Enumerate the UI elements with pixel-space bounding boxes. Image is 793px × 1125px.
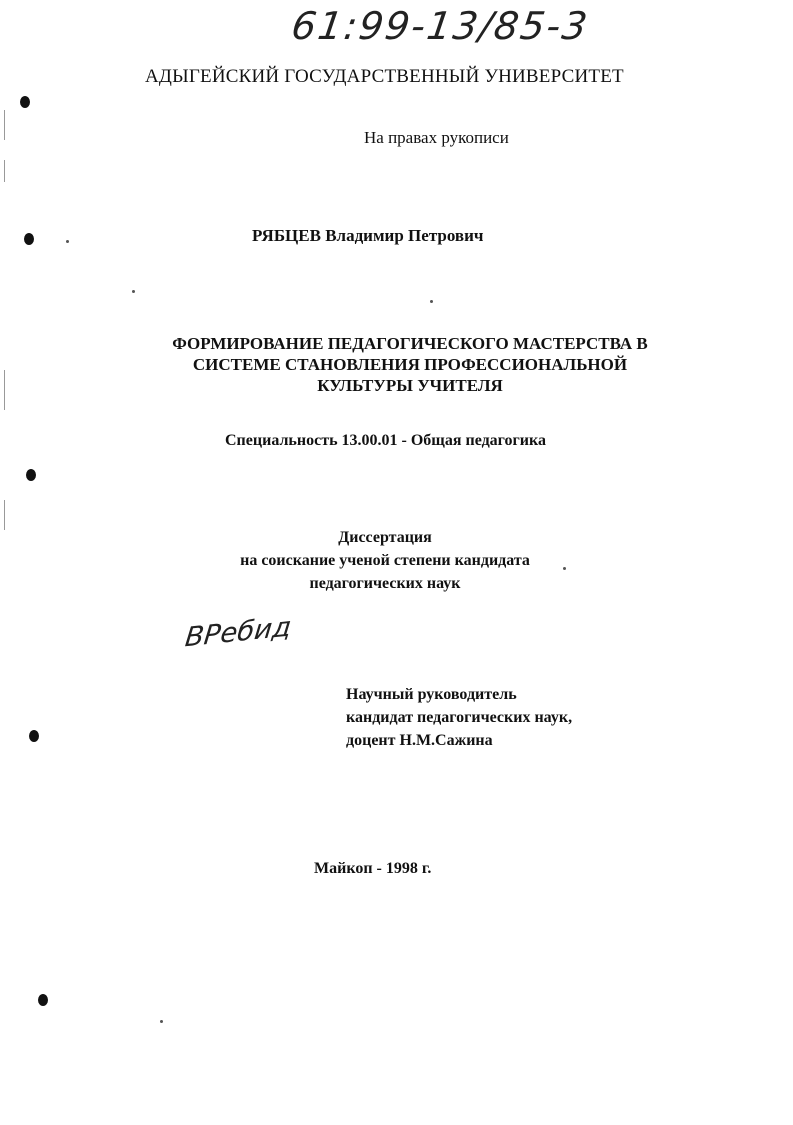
author-name: РЯБЦЕВ Владимир Петрович [252, 226, 484, 245]
degree-line: Диссертация [338, 529, 432, 546]
scan-edge-mark [4, 160, 5, 182]
dissertation-title [120, 333, 700, 396]
archive-shelf-mark: 61:99-13/85-3 [288, 4, 592, 48]
city-year: Майкоп - 1998 г. [314, 860, 432, 877]
degree-statement [170, 526, 600, 595]
binding-hole-1 [20, 96, 30, 108]
degree-line: педагогических наук [309, 575, 461, 592]
supervisor-line: кандидат педагогических наук, [346, 709, 573, 726]
handwritten-signature: ВРебид [183, 611, 293, 654]
supervisor-line: Научный руководитель [346, 686, 517, 703]
scan-speck [132, 290, 135, 293]
binding-hole-3 [26, 469, 36, 481]
degree-line: на соискание ученой степени кандидата [240, 552, 530, 569]
scan-edge-mark [4, 370, 5, 410]
supervisor-line: доцент Н.М.Сажина [346, 732, 493, 749]
scan-edge-mark [4, 110, 5, 140]
title-line: ФОРМИРОВАНИЕ ПЕДАГОГИЧЕСКОГО МАСТЕРСТВА В [172, 334, 648, 353]
scan-speck [430, 300, 433, 303]
title-line: СИСТЕМЕ СТАНОВЛЕНИЯ ПРОФЕССИОНАЛЬНОЙ [192, 355, 628, 374]
university-name: АДЫГЕЙСКИЙ ГОСУДАРСТВЕННЫЙ УНИВЕРСИТЕТ [145, 66, 624, 87]
scan-edge-mark [4, 500, 5, 530]
binding-hole-5 [38, 994, 48, 1006]
specialty: Специальность 13.00.01 - Общая педагогика [225, 432, 546, 449]
binding-hole-2 [24, 233, 34, 245]
rights-note: На правах рукописи [364, 128, 509, 147]
scan-speck [160, 1020, 163, 1023]
binding-hole-4 [29, 730, 39, 742]
scan-speck [66, 240, 69, 243]
supervisor-block [346, 683, 572, 752]
title-line: КУЛЬТУРЫ УЧИТЕЛЯ [317, 376, 503, 395]
